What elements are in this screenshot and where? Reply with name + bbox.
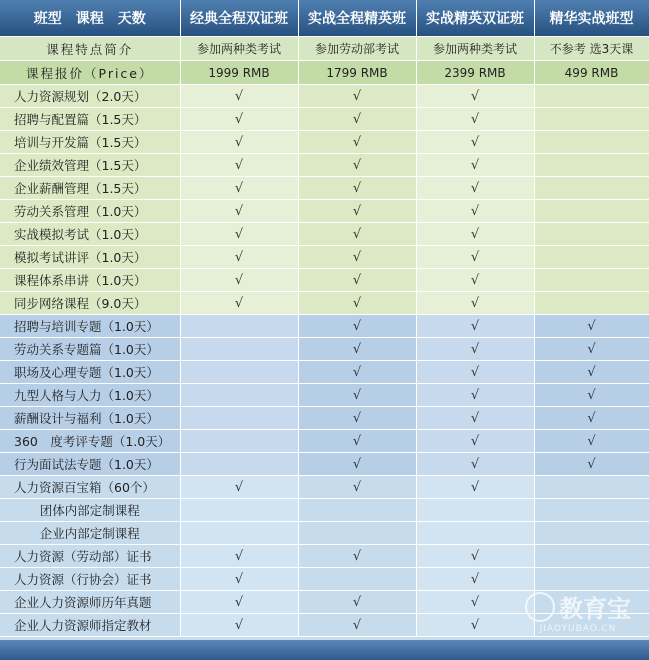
info-cell: 不参考 选3天课: [534, 37, 649, 61]
check-cell: √: [416, 131, 534, 154]
course-row: [0, 568, 649, 591]
check-cell: [180, 315, 298, 338]
course-label: 行为面试法专题（1.0天）: [0, 453, 180, 476]
course-label: 360 度考评专题（1.0天）: [0, 430, 180, 453]
check-cell: √: [534, 338, 649, 361]
check-cell: √: [298, 131, 416, 154]
check-cell: [180, 522, 298, 545]
course-row: [0, 476, 649, 499]
check-cell: √: [416, 223, 534, 246]
check-cell: √: [416, 614, 534, 637]
check-cell: [180, 338, 298, 361]
course-label: 同步网络课程（9.0天）: [0, 292, 180, 315]
check-cell: √: [298, 338, 416, 361]
watermark-logo-icon: [525, 592, 555, 622]
check-cell: [534, 476, 649, 499]
course-row: [0, 108, 649, 131]
check-cell: √: [180, 614, 298, 637]
check-cell: [298, 568, 416, 591]
header-practical-full-elite: 实战全程精英班: [298, 0, 416, 37]
course-label: 企业薪酬管理（1.5天）: [0, 177, 180, 200]
course-row: [0, 246, 649, 269]
check-cell: √: [298, 200, 416, 223]
course-label: 劳动关系专题篇（1.0天）: [0, 338, 180, 361]
check-cell: √: [298, 407, 416, 430]
check-cell: √: [416, 269, 534, 292]
watermark-text: 教育宝: [559, 595, 631, 623]
course-label: 招聘与培训专题（1.0天）: [0, 315, 180, 338]
course-label: 九型人格与人力（1.0天）: [0, 384, 180, 407]
check-cell: [534, 85, 649, 108]
info-row: [0, 37, 649, 61]
check-cell: √: [416, 476, 534, 499]
price-cell: 499 RMB: [534, 61, 649, 85]
course-row: [0, 292, 649, 315]
check-cell: [534, 223, 649, 246]
course-row: [0, 338, 649, 361]
check-cell: √: [534, 453, 649, 476]
course-row: [0, 384, 649, 407]
footer-bar: [0, 640, 649, 660]
check-cell: [534, 269, 649, 292]
course-row: [0, 522, 649, 545]
check-cell: √: [298, 476, 416, 499]
check-cell: √: [298, 453, 416, 476]
check-cell: √: [416, 85, 534, 108]
check-cell: √: [180, 591, 298, 614]
check-cell: √: [416, 315, 534, 338]
check-cell: √: [180, 246, 298, 269]
course-label: 人力资源（行协会）证书: [0, 568, 180, 591]
check-cell: √: [298, 246, 416, 269]
check-cell: √: [416, 545, 534, 568]
info-cell: 参加两种类考试: [416, 37, 534, 61]
check-cell: [180, 384, 298, 407]
check-cell: √: [416, 568, 534, 591]
info-cell: 参加劳动部考试: [298, 37, 416, 61]
check-cell: √: [180, 292, 298, 315]
check-cell: √: [180, 568, 298, 591]
course-row: [0, 85, 649, 108]
check-cell: [416, 522, 534, 545]
course-label: 人力资源（劳动部）证书: [0, 545, 180, 568]
check-cell: [534, 154, 649, 177]
check-cell: [534, 177, 649, 200]
check-cell: √: [180, 269, 298, 292]
course-row: [0, 177, 649, 200]
check-cell: [180, 407, 298, 430]
course-label: 劳动关系管理（1.0天）: [0, 200, 180, 223]
check-cell: √: [298, 292, 416, 315]
course-row: [0, 453, 649, 476]
check-cell: √: [534, 361, 649, 384]
course-label: 薪酬设计与福利（1.0天）: [0, 407, 180, 430]
check-cell: √: [298, 269, 416, 292]
check-cell: [534, 108, 649, 131]
check-cell: [180, 361, 298, 384]
header-row: [0, 0, 649, 37]
price-cell: 2399 RMB: [416, 61, 534, 85]
check-cell: √: [180, 131, 298, 154]
check-cell: [180, 430, 298, 453]
course-label: 企业绩效管理（1.5天）: [0, 154, 180, 177]
course-label: 招聘与配置篇（1.5天）: [0, 108, 180, 131]
check-cell: √: [298, 85, 416, 108]
check-cell: [298, 522, 416, 545]
check-cell: √: [298, 384, 416, 407]
check-cell: √: [298, 545, 416, 568]
check-cell: √: [416, 338, 534, 361]
course-row: [0, 131, 649, 154]
check-cell: √: [180, 223, 298, 246]
check-cell: √: [180, 108, 298, 131]
course-row: [0, 223, 649, 246]
check-cell: [180, 453, 298, 476]
check-cell: √: [416, 246, 534, 269]
header-practical-elite-dual-cert: 实战精英双证班: [416, 0, 534, 37]
check-cell: √: [180, 476, 298, 499]
course-row: [0, 269, 649, 292]
check-cell: √: [298, 315, 416, 338]
info-cell: 参加两种类考试: [180, 37, 298, 61]
check-cell: [534, 200, 649, 223]
price-cell: 1999 RMB: [180, 61, 298, 85]
course-label: 团体内部定制课程: [0, 499, 180, 522]
check-cell: √: [416, 200, 534, 223]
course-row: [0, 407, 649, 430]
info-label: 课程特点简介: [0, 37, 180, 61]
course-label: 人力资源百宝箱（60个）: [0, 476, 180, 499]
check-cell: √: [298, 591, 416, 614]
check-cell: √: [298, 177, 416, 200]
header-classic-full-dual-cert: 经典全程双证班: [180, 0, 298, 37]
check-cell: √: [534, 384, 649, 407]
course-label: 职场及心理专题（1.0天）: [0, 361, 180, 384]
header-essential-practical: 精华实战班型: [534, 0, 649, 37]
check-cell: √: [416, 177, 534, 200]
check-cell: [534, 522, 649, 545]
watermark-url: JIAOYUBAO.CN: [539, 624, 617, 634]
check-cell: [534, 131, 649, 154]
header-class-course-days: 班型 课程 天数: [0, 0, 180, 37]
price-row: [0, 61, 649, 85]
check-cell: [534, 246, 649, 269]
course-label: 实战模拟考试（1.0天）: [0, 223, 180, 246]
check-cell: [180, 499, 298, 522]
check-cell: √: [534, 430, 649, 453]
check-cell: [534, 292, 649, 315]
check-cell: √: [416, 292, 534, 315]
course-label: 企业人力资源师指定教材: [0, 614, 180, 637]
course-row: [0, 545, 649, 568]
course-label: 培训与开发篇（1.5天）: [0, 131, 180, 154]
check-cell: [416, 499, 534, 522]
check-cell: √: [416, 361, 534, 384]
check-cell: √: [416, 384, 534, 407]
check-cell: [534, 568, 649, 591]
course-label: 企业人力资源师历年真题: [0, 591, 180, 614]
check-cell: √: [180, 177, 298, 200]
check-cell: √: [180, 545, 298, 568]
course-row: [0, 430, 649, 453]
check-cell: √: [416, 453, 534, 476]
check-cell: √: [298, 154, 416, 177]
course-label: 模拟考试讲评（1.0天）: [0, 246, 180, 269]
check-cell: √: [298, 223, 416, 246]
check-cell: √: [416, 407, 534, 430]
price-label: 课程报价（Price）: [0, 61, 180, 85]
course-row: [0, 499, 649, 522]
course-row: [0, 361, 649, 384]
check-cell: √: [180, 154, 298, 177]
check-cell: [534, 545, 649, 568]
check-cell: √: [416, 591, 534, 614]
course-row: [0, 200, 649, 223]
check-cell: √: [298, 361, 416, 384]
check-cell: √: [416, 108, 534, 131]
course-label: 企业内部定制课程: [0, 522, 180, 545]
course-label: 人力资源规划（2.0天）: [0, 85, 180, 108]
course-row: [0, 315, 649, 338]
check-cell: √: [180, 200, 298, 223]
check-cell: √: [298, 614, 416, 637]
course-label: 课程体系串讲（1.0天）: [0, 269, 180, 292]
check-cell: √: [416, 154, 534, 177]
check-cell: √: [298, 108, 416, 131]
check-cell: [534, 499, 649, 522]
price-cell: 1799 RMB: [298, 61, 416, 85]
check-cell: √: [416, 430, 534, 453]
check-cell: √: [534, 315, 649, 338]
check-cell: √: [298, 430, 416, 453]
course-row: [0, 154, 649, 177]
check-cell: [298, 499, 416, 522]
watermark: [525, 589, 631, 634]
check-cell: √: [534, 407, 649, 430]
check-cell: √: [180, 85, 298, 108]
